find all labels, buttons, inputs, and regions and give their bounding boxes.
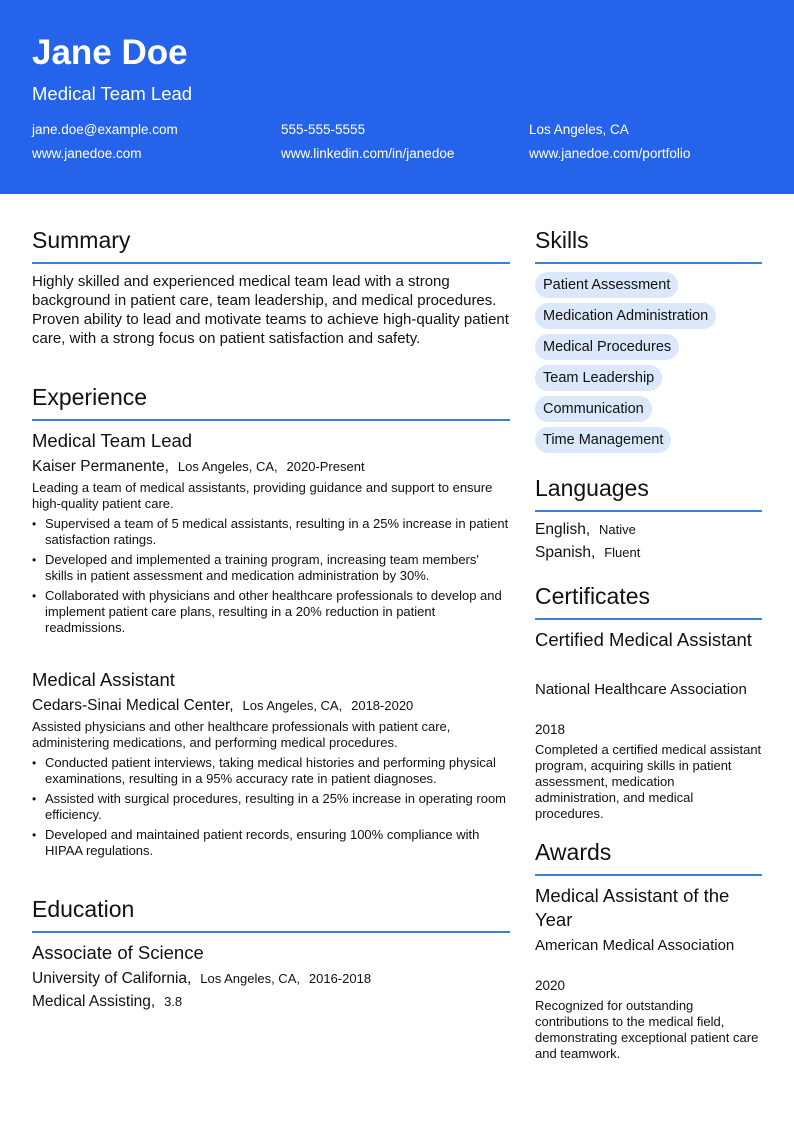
degree-title: Associate of Science <box>32 942 204 963</box>
education-divider <box>32 931 510 933</box>
sidebar-column <box>535 0 762 1123</box>
job-meta <box>32 457 365 476</box>
education-field-row <box>32 992 182 1011</box>
email-link[interactable]: jane.doe@example.com <box>32 122 178 137</box>
certificate-year: 2018 <box>535 722 566 737</box>
summary-text: Highly skilled and experienced medical team lead with a strong background in patient care, team leadership, and medical procedures. Proven ability to lead and motivate teams to achieve high-quality patient care, with a strong focus on patient satisfaction and safety. <box>32 273 509 347</box>
job-company: Cedars-Sinai Medical Center, <box>32 697 234 714</box>
job-dates: 2018-2020 <box>351 698 414 713</box>
field-of-study: Medical Assisting, <box>32 993 156 1010</box>
skill-chip: Medication Administration <box>535 303 716 329</box>
website-link[interactable]: www.janedoe.com <box>32 146 142 161</box>
skill-chip: Time Management <box>535 427 671 453</box>
job-company: Kaiser Permanente, <box>32 458 169 475</box>
skills-heading: Skills <box>535 227 589 253</box>
language-row <box>535 520 636 539</box>
job-description: Assisted physicians and other healthcare professionals with patient care, administering medications, and performing medical procedures. <box>32 719 451 750</box>
skill-chip: Team Leadership <box>535 365 662 391</box>
linkedin-link[interactable]: www.linkedin.com/in/janedoe <box>281 146 455 161</box>
summary-divider <box>32 262 510 264</box>
language-name: English, <box>535 521 591 538</box>
award-description: Recognized for outstanding contributions to the medical field, demonstrating exceptional patient care and teamwork. <box>535 998 759 1061</box>
certificate-issuer: National Healthcare Association <box>535 681 747 698</box>
portfolio-link[interactable]: www.janedoe.com/portfolio <box>529 146 691 161</box>
main-column <box>32 0 510 1123</box>
gpa-value: 3.8 <box>164 994 183 1009</box>
experience-divider <box>32 419 510 421</box>
skill-chip: Patient Assessment <box>535 272 678 298</box>
language-row <box>535 543 640 562</box>
job-location: Los Angeles, CA, <box>177 459 278 474</box>
job-bullet: • Conducted patient interviews, taking medical histories and performing physical examinations, resulting in a 95% accuracy rate in patient diagnoses. <box>32 755 510 787</box>
languages-heading: Languages <box>535 475 649 501</box>
candidate-role: Medical Team Lead <box>32 83 193 104</box>
job-bullet: • Developed and maintained patient records, ensuring 100% compliance with HIPAA regulations. <box>32 827 510 859</box>
education-dates: 2016-2018 <box>308 971 372 986</box>
award-year: 2020 <box>535 978 566 993</box>
language-level: Fluent <box>604 545 641 560</box>
job-bullet: • Assisted with surgical procedures, resulting in a 25% increase in operating room efficiency. <box>32 791 510 823</box>
experience-heading: Experience <box>32 384 148 410</box>
job-bullet: • Collaborated with physicians and other healthcare professionals to develop and implement patient care plans, resulting in a 20% reduction in patient readmissions. <box>32 588 510 636</box>
certificate-description: Completed a certified medical assistant program, acquiring skills in patient assessment, medication administration, and medical procedures. <box>535 742 762 821</box>
summary-heading: Summary <box>32 227 131 253</box>
education-heading: Education <box>32 896 135 922</box>
certificates-heading: Certificates <box>535 583 651 609</box>
school-location: Los Angeles, CA, <box>200 971 300 986</box>
skill-chip: Medical Procedures <box>535 334 679 360</box>
language-name: Spanish, <box>535 544 596 561</box>
skill-chip: Communication <box>535 396 652 422</box>
awards-divider <box>535 874 762 876</box>
job-dates: 2020-Present <box>286 459 365 474</box>
job-bullets <box>32 755 510 863</box>
language-level: Native <box>599 522 636 537</box>
job-title: Medical Team Lead <box>32 430 193 451</box>
award-name: Medical Assistant of the Year <box>535 885 730 930</box>
job-bullet: • Supervised a team of 5 medical assistants, resulting in a 25% increase in patient satisfaction ratings. <box>32 516 510 548</box>
certificate-name: Certified Medical Assistant <box>535 629 752 650</box>
award-issuer: American Medical Association <box>535 937 735 954</box>
location-text: Los Angeles, CA <box>529 122 629 137</box>
job-bullet: • Developed and implemented a training program, increasing team members' skills in patient assessment and medication administration by 30%. <box>32 552 510 584</box>
job-meta <box>32 696 413 715</box>
languages-divider <box>535 510 762 512</box>
job-description: Leading a team of medical assistants, providing guidance and support to ensure high-quality patient care. <box>32 480 493 511</box>
job-location: Los Angeles, CA, <box>242 698 343 713</box>
candidate-name: Jane Doe <box>32 33 188 72</box>
education-meta <box>32 969 371 988</box>
awards-heading: Awards <box>535 839 612 865</box>
skills-divider <box>535 262 762 264</box>
phone-number: 555-555-5555 <box>281 122 366 137</box>
school-name: University of California, <box>32 970 192 987</box>
job-bullets <box>32 516 510 640</box>
certificates-divider <box>535 618 762 620</box>
job-title: Medical Assistant <box>32 669 175 690</box>
